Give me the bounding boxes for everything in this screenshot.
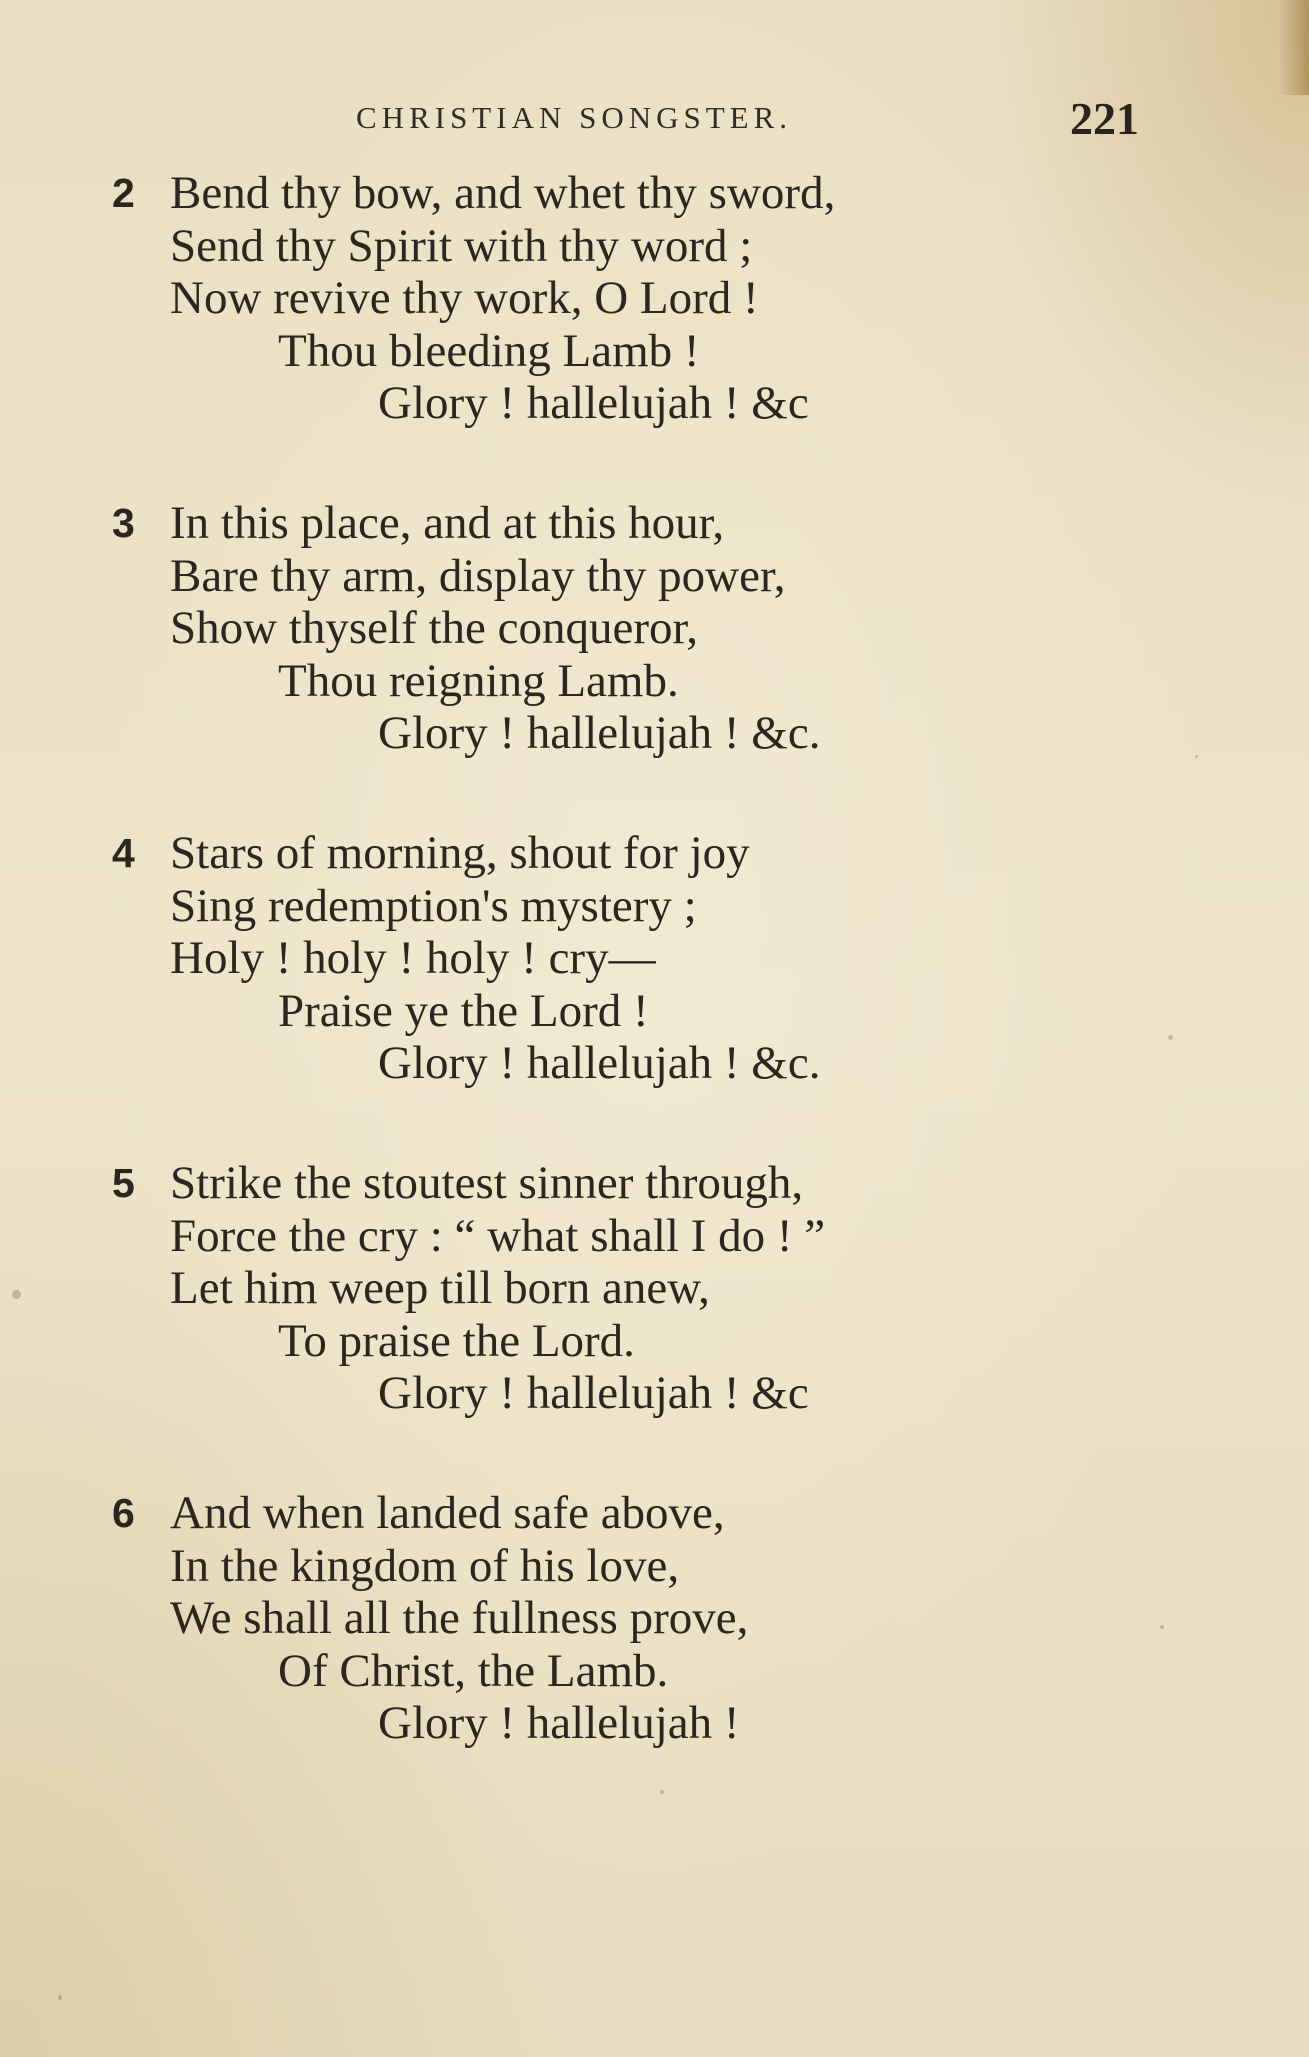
paper-speck — [12, 1290, 21, 1299]
paper-speck — [1168, 1035, 1173, 1040]
line-text: Glory ! hallelujah ! &c. — [378, 707, 821, 759]
stanza-line — [112, 1157, 1112, 1210]
stanza-number: 5 — [112, 1160, 135, 1206]
line-text: Let him weep till born anew, — [170, 1262, 710, 1314]
stanza-line — [112, 497, 1112, 550]
line-text: Bend thy bow, and whet thy sword, — [170, 167, 836, 219]
stanza-line — [112, 1540, 1112, 1593]
line-text: Strike the stoutest sinner through, — [170, 1157, 804, 1209]
line-text: Now revive thy work, O Lord ! — [170, 272, 759, 324]
stanza-line — [112, 550, 1112, 603]
page-edge-stain — [1279, 0, 1309, 95]
stanza-line — [112, 272, 1112, 325]
stanza-line — [112, 325, 1112, 378]
refrain-line — [112, 1367, 1112, 1420]
line-text: Of Christ, the Lamb. — [278, 1644, 669, 1697]
refrain-line — [112, 377, 1112, 430]
stanza-line — [112, 167, 1112, 220]
line-text: Holy ! holy ! holy ! cry— — [170, 932, 656, 984]
stanza-line — [112, 1315, 1112, 1368]
stanza-line — [112, 1262, 1112, 1315]
line-text: To praise the Lord. — [278, 1314, 635, 1367]
line-text: Praise ye the Lord ! — [278, 984, 649, 1037]
stanza-line — [112, 880, 1112, 933]
stanza — [112, 167, 1112, 430]
stanza-line — [112, 220, 1112, 273]
paper-speck — [1195, 755, 1198, 758]
stanza-number: 6 — [112, 1490, 135, 1536]
stanza-line — [112, 1487, 1112, 1540]
stanza-number: 2 — [112, 170, 135, 216]
page-number: 221 — [1070, 93, 1139, 144]
stanza-line — [112, 827, 1112, 880]
line-text: In this place, and at this hour, — [170, 497, 725, 549]
stanza — [112, 1157, 1112, 1420]
paper-speck — [660, 1790, 664, 1794]
stanza-line — [112, 1592, 1112, 1645]
line-text: Show thyself the conqueror, — [170, 602, 699, 654]
line-text: Glory ! hallelujah ! &c — [378, 1367, 809, 1419]
line-text: Send thy Spirit with thy word ; — [170, 219, 753, 272]
running-title: CHRISTIAN SONGSTER. — [356, 100, 793, 135]
line-text: Glory ! hallelujah ! &c — [378, 377, 809, 429]
page-header — [0, 92, 1309, 148]
line-text: Glory ! hallelujah ! &c. — [378, 1037, 821, 1089]
refrain-line — [112, 1697, 1112, 1750]
stanza — [112, 1487, 1112, 1750]
line-text: And when landed safe above, — [170, 1487, 725, 1539]
stanza-number: 4 — [112, 830, 135, 876]
line-text: Thou bleeding Lamb ! — [278, 324, 700, 377]
stanza — [112, 497, 1112, 760]
refrain-line — [112, 707, 1112, 760]
line-text: Force the cry : “ what shall I do ! ” — [170, 1209, 826, 1262]
line-text: Glory ! hallelujah ! — [378, 1697, 740, 1749]
line-text: Stars of morning, shout for joy — [170, 827, 750, 879]
line-text: We shall all the fullness prove, — [170, 1592, 749, 1644]
paper-speck — [58, 1995, 62, 2000]
stanza — [112, 827, 1112, 1090]
paper-speck — [1160, 1625, 1164, 1629]
refrain-line — [112, 1037, 1112, 1090]
line-text: Bare thy arm, display thy power, — [170, 549, 786, 602]
stanza-number: 3 — [112, 500, 135, 546]
line-text: In the kingdom of his love, — [170, 1539, 680, 1592]
stanza-line — [112, 1645, 1112, 1698]
line-text: Thou reigning Lamb. — [278, 654, 679, 707]
line-text: Sing redemption's mystery ; — [170, 879, 697, 932]
stanza-line — [112, 655, 1112, 708]
stanza-line — [112, 602, 1112, 655]
stanza-line — [112, 985, 1112, 1038]
stanza-line — [112, 1210, 1112, 1263]
stanza-line — [112, 932, 1112, 985]
